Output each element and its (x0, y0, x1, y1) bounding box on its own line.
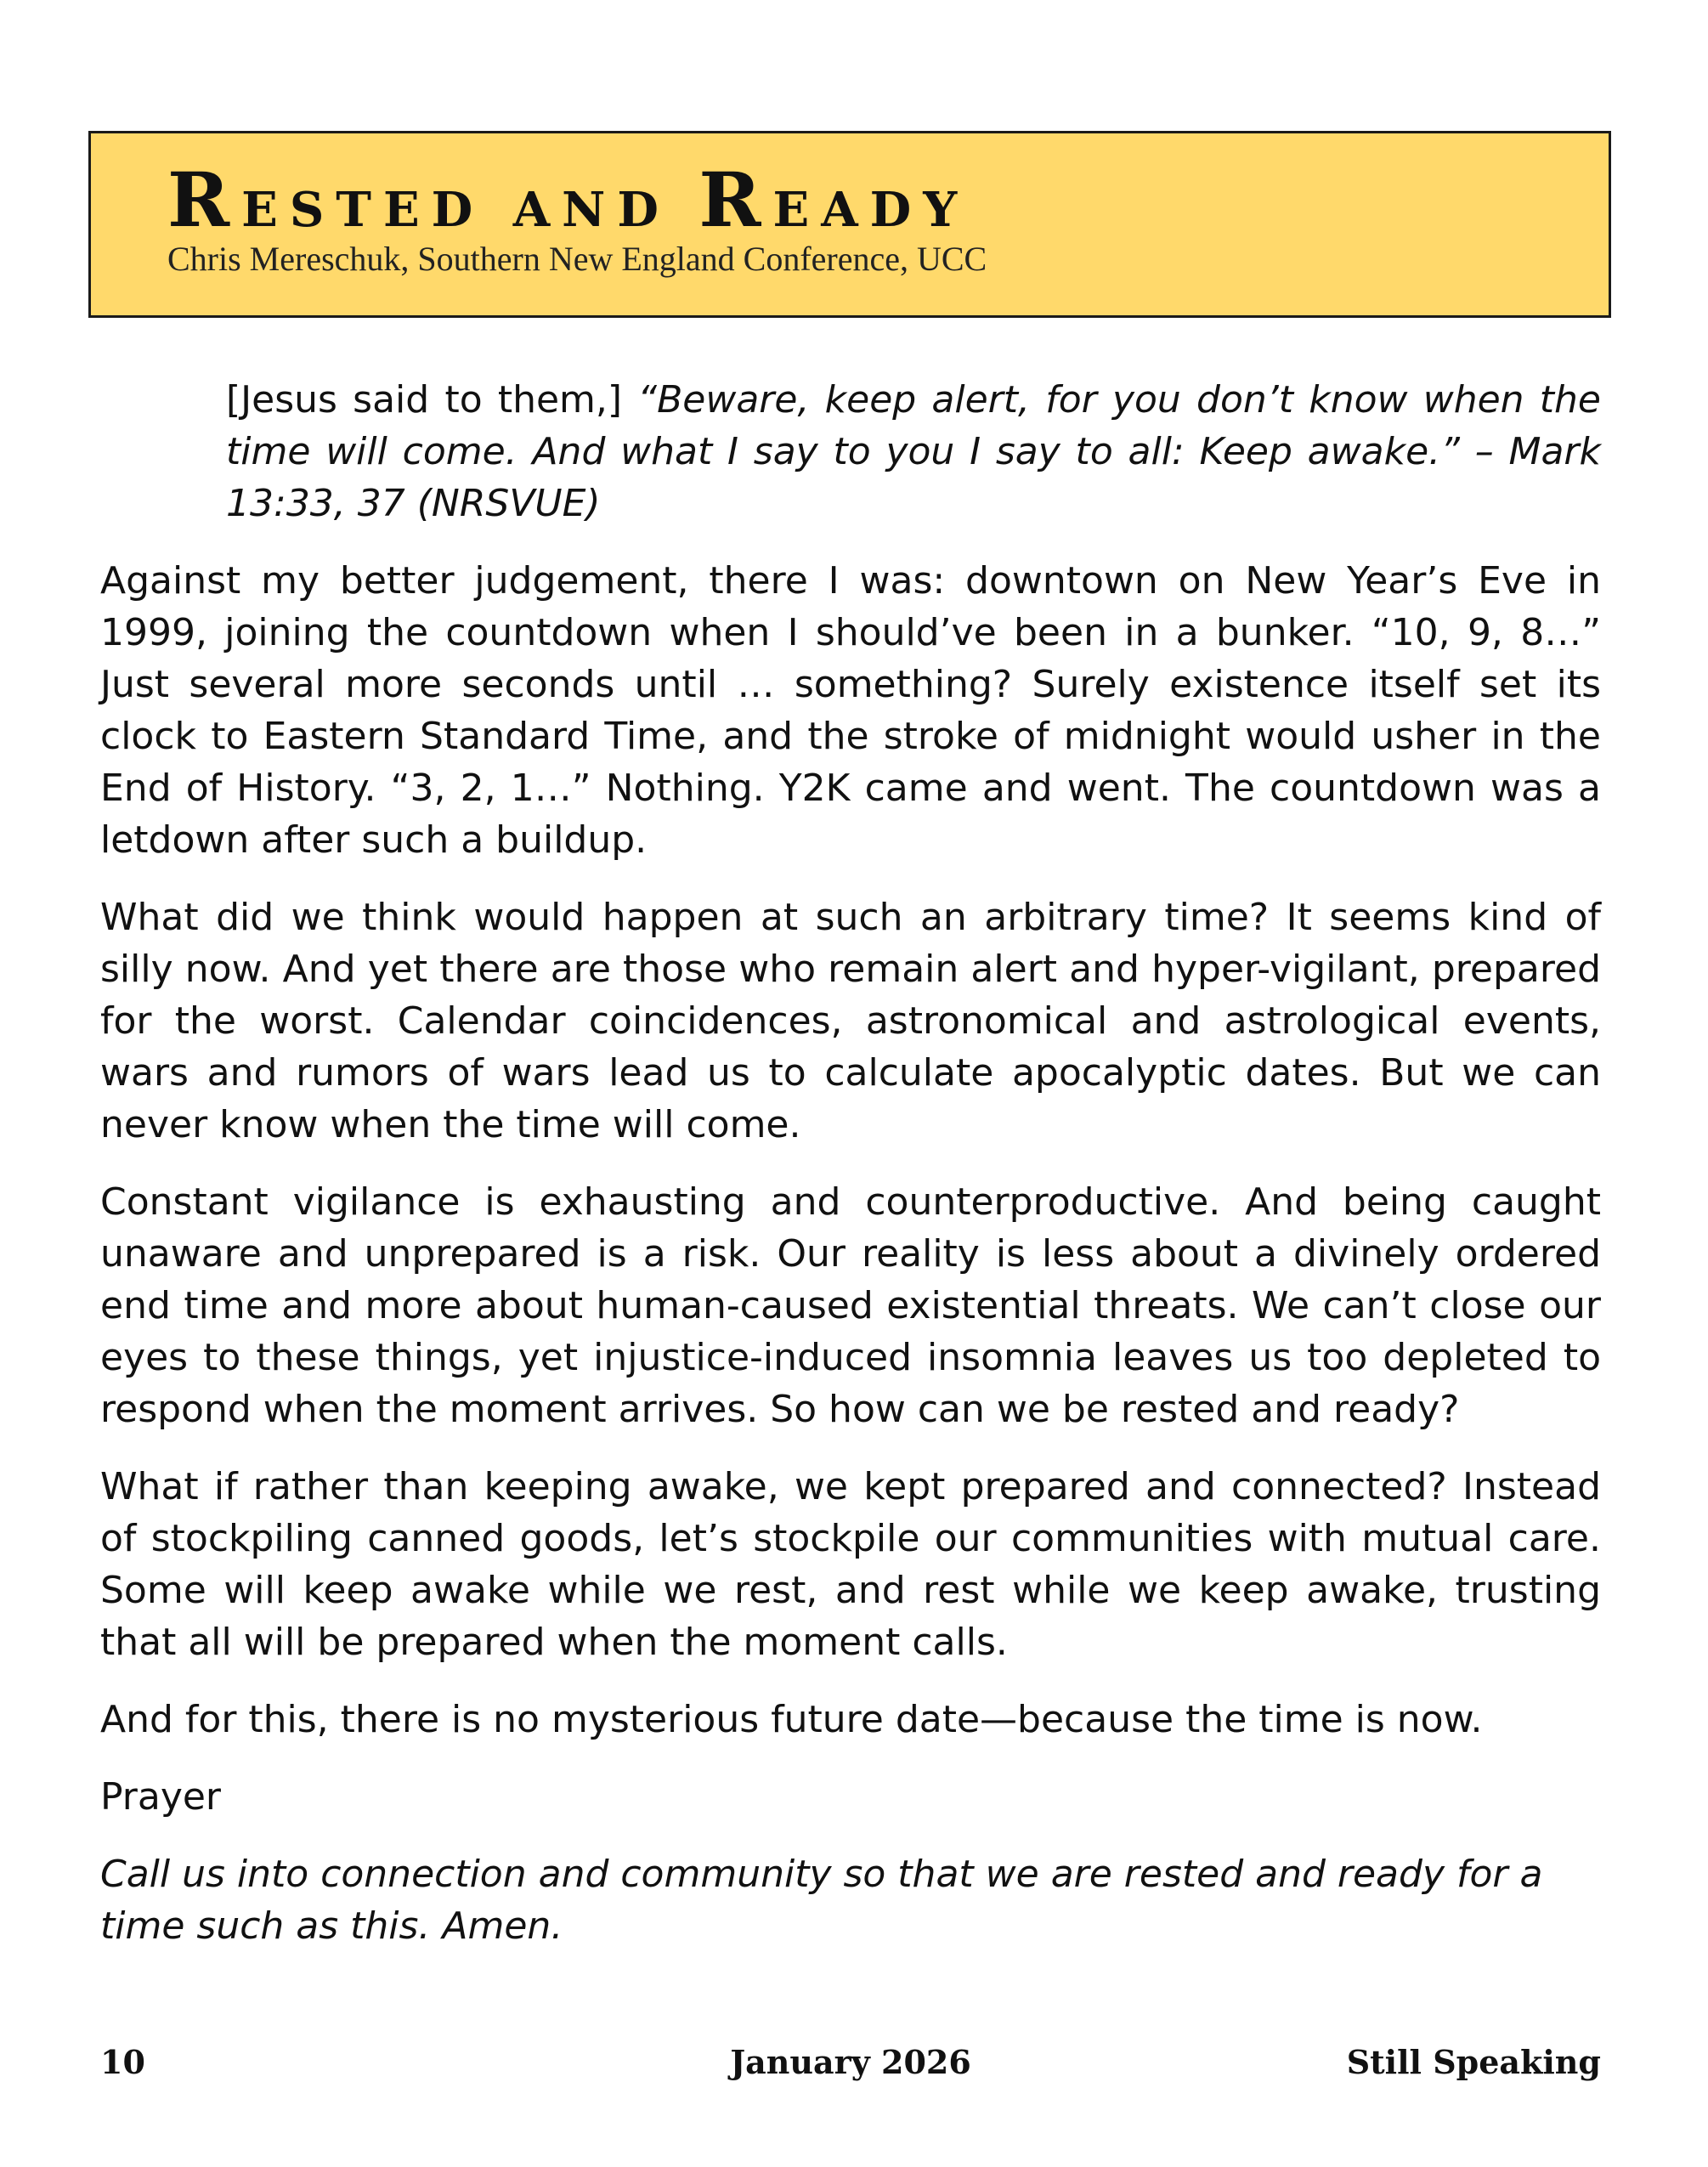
page-number: 10 (100, 2043, 145, 2081)
title-banner (88, 131, 1611, 318)
paragraph: And for this, there is no mysterious future date—because the time is now. (100, 1698, 1483, 1741)
publication-name: Still Speaking (1346, 2043, 1601, 2081)
paragraph: What if rather than keeping awake, we kept prepared and connected? Instead of stockpiling canned goods, let’s stockpile our communities with mutual care. Some will keep awake while we rest, and rest while we keep awake, trusting that all will be prepared when the moment calls. (100, 1465, 1601, 1664)
scripture-quote (100, 374, 1601, 529)
paragraph: Against my better judgement, there I was: downtown on New Year’s Eve in 1999, joining the countdown when I should’ve been in a bunker. “10, 9, 8…” Just several more seconds until … something? Surely existence itself set its clock to Eastern Standard Time, and the stroke of midnight would usher in the End of History. “3, 2, 1…” Nothing. Y2K came and went. The countdown was a letdown after such a buildup. (100, 559, 1601, 862)
prayer-text: Call us into connection and community so that we are rested and ready for a time such as this. Amen. (100, 1853, 1543, 1948)
paragraph: What did we think would happen at such an arbitrary time? It seems kind of silly now. And yet there are those who remain alert and hyper-vigilant, prepared for the worst. Calendar coincidences, astronomical and astrological events, wars and rumors of wars lead us to calculate apocalyptic dates. But we can never know when the time will come. (100, 896, 1601, 1146)
prayer-label: Prayer (100, 1775, 222, 1819)
title-word: READY (698, 156, 970, 244)
author-byline: Chris Mereschuk, Southern New England Conference, UCC (167, 240, 987, 278)
title-word: RESTED (167, 156, 485, 244)
article-body (100, 374, 1601, 1977)
page-title (167, 156, 969, 244)
title-word: AND (512, 182, 670, 238)
paragraph: Constant vigilance is exhausting and counterproductive. And being caught unaware and unprepared is a risk. Our reality is less about a divinely ordered end time and more about human-caused existential threats. We can’t close our eyes to these things, yet injustice-induced insomnia leaves us too depleted to respond when the moment arrives. So how can we be rested and ready? (100, 1180, 1601, 1431)
issue-date: January 2026 (730, 2043, 971, 2081)
scripture-text: “Beware, keep alert, for you don’t know when the time will come. And what I say to you I say to all: Keep awake.” – Mark 13:33, 37 (NRSVUE) (226, 378, 1601, 525)
page-footer (100, 2043, 1601, 2094)
scripture-lead: [Jesus said to them,] (226, 378, 638, 422)
